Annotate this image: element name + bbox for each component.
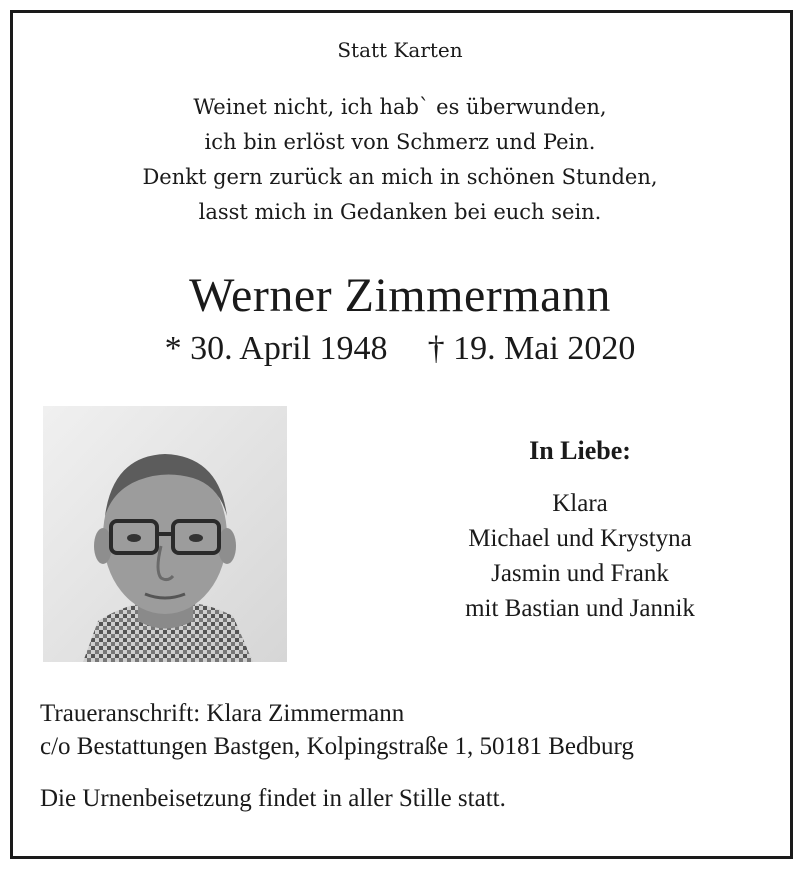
portrait-illustration bbox=[43, 406, 287, 662]
death-date: † 19. Mai 2020 bbox=[427, 330, 636, 367]
portrait-photo bbox=[43, 406, 287, 662]
poem bbox=[0, 90, 800, 230]
mourner-name: Jasmin und Frank bbox=[491, 560, 669, 587]
poem-line: Weinet nicht, ich hab` es überwunden, bbox=[193, 95, 607, 119]
birth-date: * 30. April 1948 bbox=[164, 330, 388, 367]
poem-line: Denkt gern zurück an mich in schönen Stunden, bbox=[142, 165, 658, 189]
life-dates bbox=[0, 330, 800, 368]
mourner-name: Klara bbox=[552, 490, 608, 517]
poem-line: lasst mich in Gedanken bei euch sein. bbox=[198, 200, 602, 224]
mourning-address-line: Traueranschrift: Klara Zimmermann bbox=[40, 700, 405, 727]
poem-line: ich bin erlöst von Schmerz und Pein. bbox=[204, 130, 596, 154]
in-love-heading: In Liebe: bbox=[529, 436, 631, 465]
deceased-name: Werner Zimmermann bbox=[189, 269, 611, 322]
mourners-list bbox=[360, 486, 800, 626]
mourner-name: mit Bastian und Jannik bbox=[465, 595, 695, 622]
funeral-home-address: c/o Bestattungen Bastgen, Kolpingstraße 1, 50181 Bedburg bbox=[40, 733, 634, 760]
header-label: Statt Karten bbox=[337, 38, 463, 62]
mourner-name: Michael und Krystyna bbox=[468, 525, 692, 552]
burial-notice: Die Urnenbeisetzung findet in aller Stille statt. bbox=[40, 785, 506, 812]
